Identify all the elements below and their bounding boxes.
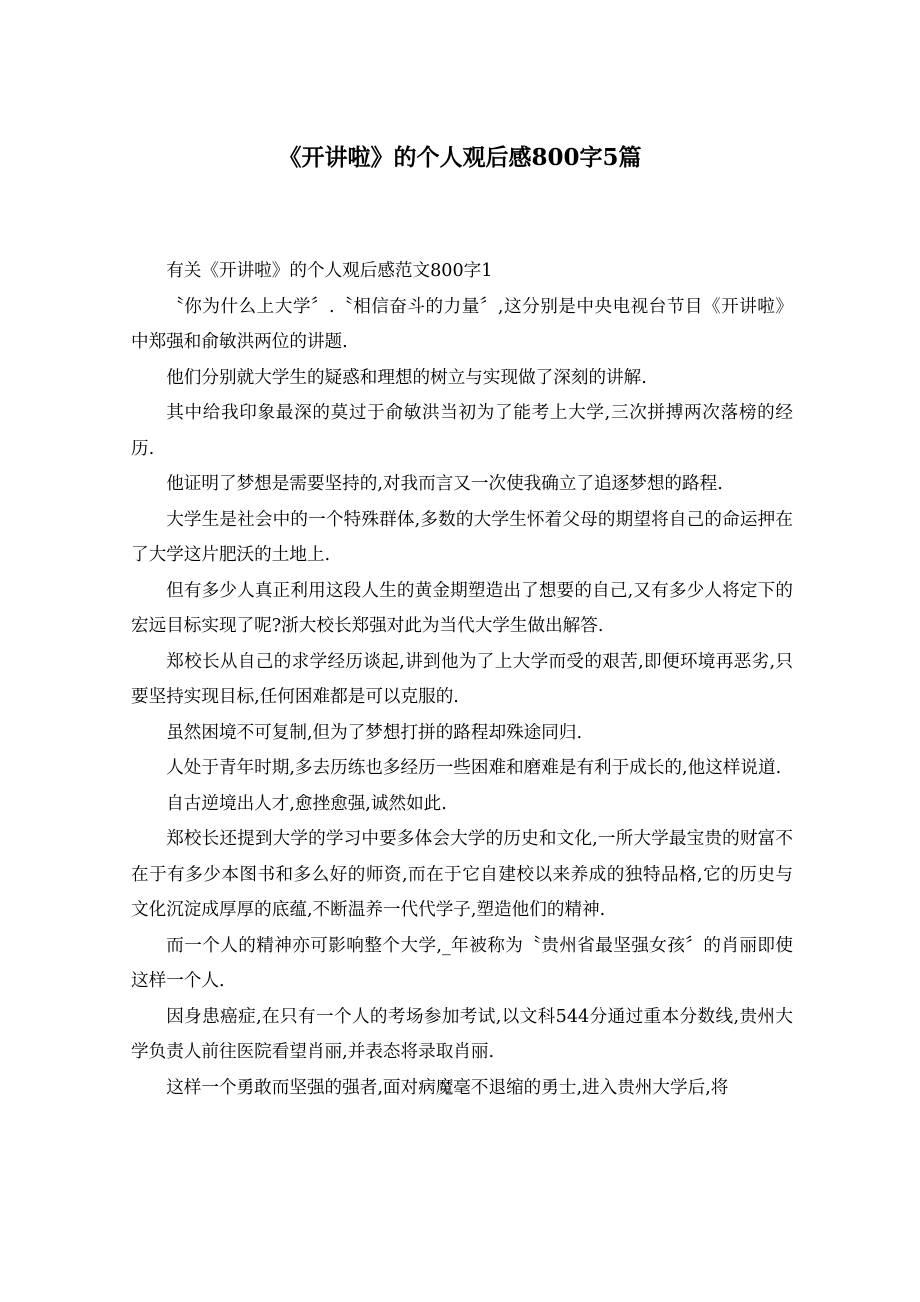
paragraph: 自古逆境出人才,愈挫愈强,诚然如此. (166, 793, 447, 814)
paragraph: 郑校长还提到大学的学习中要多体会大学的历史和文化,一所大学最宝贵的财富不在于有多少本图书和多么好的师资,而在于它自建校以来养成的独特品格,它的历史与文化沉淀成厚厚的底蕴,不断温养一代代学子,塑造他们的精神. (131, 829, 793, 920)
paragraph: 有关《开讲啦》的个人观后感范文800字1 (166, 261, 493, 281)
paragraph: 郑校长从自己的求学经历谈起,讲到他为了上大学而受的艰苦,即便环境再恶劣,只要坚持实现目标,任何困难都是可以克服的. (131, 651, 793, 707)
paragraph: 〝你为什么上大学〞.〝相信奋斗的力量〞,这分别是中央电视台节目《开讲啦》中郑强和俞敏洪两位的讲题. (131, 296, 793, 352)
document-body (131, 254, 793, 1106)
paragraph: 大学生是社会中的一个特殊群体,多数的大学生怀着父母的期望将自己的命运押在了大学这片肥沃的土地上. (131, 509, 793, 565)
paragraph: 其中给我印象最深的莫过于俞敏洪当初为了能考上大学,三次拼搏两次落榜的经历. (131, 403, 793, 459)
paragraph: 他们分别就大学生的疑惑和理想的树立与实现做了深刻的讲解. (166, 367, 647, 388)
document-title: 《开讲啦》的个人观后感800字5篇 (278, 144, 642, 171)
paragraph: 但有多少人真正利用这段人生的黄金期塑造出了想要的自己,又有多少人将定下的宏远目标实现了呢?浙大校长郑强对此为当代大学生做出解答. (131, 580, 793, 636)
paragraph: 而一个人的精神亦可影响整个大学,_年被称为〝贵州省最坚强女孩〞的肖丽即使这样一个人. (131, 935, 793, 991)
paragraph: 因身患癌症,在只有一个人的考场参加考试,以文科544分通过重本分数线,贵州大学负责人前往医院看望肖丽,并表态将录取肖丽. (131, 1006, 793, 1062)
paragraph: 虽然困境不可复制,但为了梦想打拼的路程却殊途同归. (166, 722, 583, 743)
paragraph: 他证明了梦想是需要坚持的,对我而言又一次使我确立了追逐梦想的路程. (166, 474, 723, 494)
paragraph: 这样一个勇敢而坚强的强者,面对病魔毫不退缩的勇士,进入贵州大学后,将 (166, 1077, 729, 1098)
paragraph: 人处于青年时期,多去历练也多经历一些困难和磨难是有利于成长的,他这样说道. (166, 758, 782, 778)
